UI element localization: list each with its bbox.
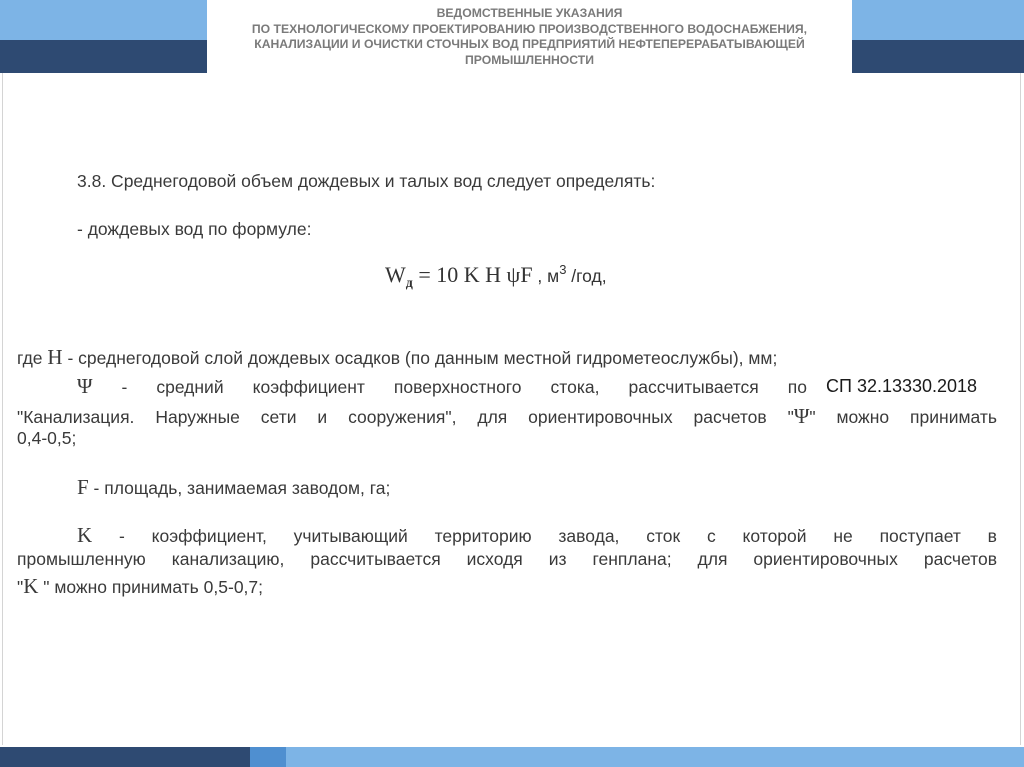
f-text: - площадь, занимаемая заводом, га; — [88, 478, 391, 498]
h-symbol: H — [47, 345, 63, 369]
page-frame-left — [2, 73, 3, 745]
top-dark-band-left — [0, 40, 207, 73]
bottom-bar-light — [286, 747, 1024, 767]
formula-unit-suffix: /год, — [566, 266, 607, 286]
h-prefix: где — [17, 348, 43, 368]
section-heading: 3.8. Среднегодовой объем дождевых и талых вод следует определять: — [77, 171, 656, 191]
top-dark-band-right — [852, 40, 1024, 73]
header-line-3: КАНАЛИЗАЦИИ И ОЧИСТКИ СТОЧНЫХ ВОД ПРЕДПРИЯТИЙ НЕФТЕПЕРЕРАБАТЫВАЮЩЕЙ — [254, 37, 805, 51]
rain-intro: - дождевых вод по формуле: — [77, 219, 312, 239]
formula-unit-prefix: , м — [532, 266, 560, 286]
header-line-4: ПРОМЫШЛЕННОСТИ — [464, 52, 594, 67]
k-text-line-1: - коэффициент, учитывающий территорию завода, сток с которой не поступает в — [118, 526, 997, 546]
k-definition-line-2: промышленную канализацию, рассчитывается исходя из генплана; для ориентировочных расчетов — [17, 549, 997, 569]
h-text: - среднегодовой слой дождевых осадков (по данным местной гидрометеослужбы), мм; — [62, 348, 778, 368]
k-definition-line-3 — [17, 574, 263, 599]
psi-text-line-2a: "Канализация. Наружные сети и сооружения", для ориентировочных расчетов " — [17, 407, 794, 427]
formula-lhs-subscript: д — [405, 276, 413, 291]
k-text-line-3a: " — [17, 577, 24, 597]
psi-definition-line-1 — [77, 374, 807, 399]
f-definition — [77, 475, 390, 500]
k-symbol: K — [77, 523, 93, 547]
bottom-bar-mid — [250, 747, 286, 767]
h-definition — [17, 345, 777, 370]
psi-definition-line-3: 0,4-0,5; — [17, 428, 77, 448]
formula-lhs: W — [385, 262, 406, 287]
f-symbol: F — [77, 475, 89, 499]
psi-symbol-2: Ψ — [793, 404, 810, 428]
formula-unit-power: 3 — [559, 261, 567, 277]
formula-rhs: = 10 K H ψF — [412, 262, 533, 287]
psi-symbol: Ψ — [77, 374, 93, 398]
k-text-line-3b: " можно принимать 0,5-0,7; — [38, 577, 264, 597]
slide-header — [207, 0, 852, 73]
header-line-2: ПО ТЕХНОЛОГИЧЕСКОМУ ПРОЕКТИРОВАНИЮ ПРОИЗВОДСТВЕННОГО ВОДОСНАБЖЕНИЯ, — [251, 21, 808, 36]
psi-standard: СП 32.13330.2018 — [826, 376, 978, 396]
k-definition-line-1 — [77, 523, 997, 548]
k-symbol-2: K — [23, 574, 39, 598]
rain-formula — [385, 261, 607, 291]
bottom-bar-dark — [0, 747, 250, 767]
psi-text-line-1: - средний коэффициент поверхностного стока, рассчитывается по — [121, 377, 807, 397]
psi-definition-line-2 — [17, 404, 997, 429]
header-line-1: ВЕДОМСТВЕННЫЕ УКАЗАНИЯ — [436, 6, 623, 20]
psi-text-line-2b: " можно принимать — [809, 407, 997, 427]
page-frame-right — [1020, 73, 1021, 745]
